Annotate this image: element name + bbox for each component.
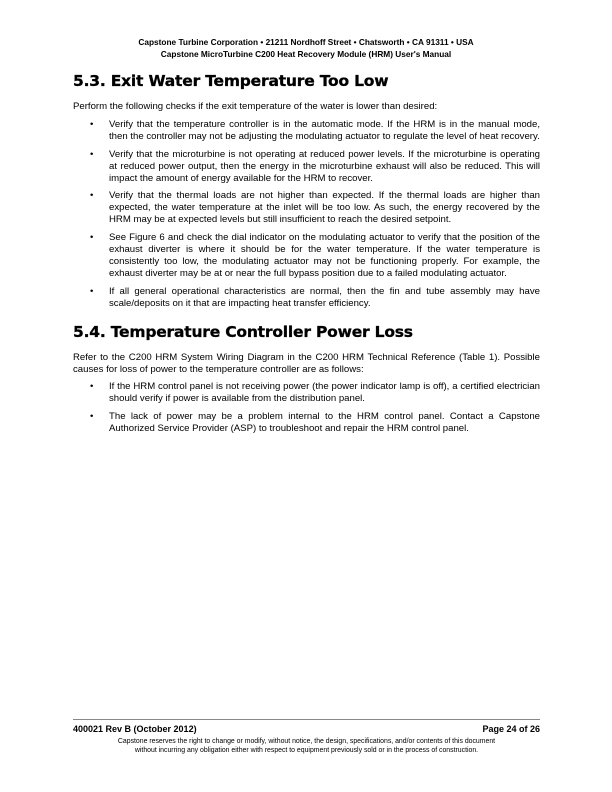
- list-item-text: See Figure 6 and check the dial indicator on the modulating actuator to verify that the position of the exhaust diverter is where it should be for the water temperature. If the water temperature is consistently too low, the modulating actuator may not be functioning properly. For example, the exhaust diverter may be at or near the full bypass position due to a failed modulating actuator.: [109, 232, 540, 279]
- header-company-line: Capstone Turbine Corporation • 21211 Nordhoff Street • Chatsworth • CA 91311 • USA: [138, 37, 474, 47]
- bullet-glyph: •: [90, 232, 94, 244]
- bullet-glyph: •: [90, 118, 94, 130]
- disclaimer-line: Capstone reserves the right to change or modify, without notice, the design, specifications, and/or contents of this document: [117, 738, 496, 745]
- list-item: [73, 381, 540, 405]
- section-5-3-bullet-list: [73, 119, 540, 310]
- bullet-glyph: •: [90, 148, 94, 160]
- bullet-glyph: •: [90, 381, 94, 393]
- list-item: [73, 232, 540, 280]
- list-item: [73, 286, 540, 310]
- bullet-glyph: •: [90, 285, 94, 297]
- list-item-text: The lack of power may be a problem internal to the HRM control panel. Contact a Capstone Authorized Service Provider (ASP) to troubleshoot and repair the HRM control panel.: [109, 411, 540, 435]
- page-header: [0, 37, 612, 60]
- list-item: [73, 411, 540, 435]
- page-content: [73, 72, 540, 435]
- list-item-text: If the HRM control panel is not receiving power (the power indicator lamp is off), a certified electrician should verify if power is available from the distribution panel.: [109, 381, 540, 405]
- list-item: [73, 149, 540, 185]
- section-5-3-intro: Perform the following checks if the exit temperature of the water is lower than desired:: [73, 101, 438, 112]
- header-manual-title: Capstone MicroTurbine C200 Heat Recovery Module (HRM) User's Manual: [160, 48, 452, 59]
- list-item-text: If all general operational characteristics are normal, then the fin and tube assembly may have scale/deposits on it that are impacting heat transfer efficiency.: [109, 285, 540, 309]
- section-5-4-intro: Refer to the C200 HRM System Wiring Diagram in the C200 HRM Technical Reference (Table 1). Possible causes for loss of power to the temperature controller are as follows:: [73, 351, 540, 375]
- section-5-4-title: 5.4. Temperature Controller Power Loss: [73, 322, 413, 341]
- footer-disclaimer: [73, 737, 540, 755]
- list-item-text: Verify that the temperature controller is in the automatic mode. If the HRM is in the manual mode, then the controller may not be adjusting the modulating actuator to regulate the level of heat recovery.: [109, 118, 540, 142]
- page-number: Page 24 of 26: [482, 724, 540, 734]
- list-item-text: Verify that the thermal loads are not higher than expected. If the thermal loads are higher than expected, the water temperature at the inlet will be too low. As such, the energy recovered by the HRM may be at expected levels but still insufficient to reach the desired setpoint.: [109, 190, 540, 226]
- bullet-glyph: •: [90, 411, 94, 423]
- document-revision: 400021 Rev B (October 2012): [73, 724, 197, 734]
- bullet-glyph: •: [90, 190, 94, 202]
- footer-row: [73, 724, 540, 735]
- section-5-3-title: 5.3. Exit Water Temperature Too Low: [73, 72, 389, 90]
- list-item-text: Verify that the microturbine is not operating at reduced power levels. If the microturbine is operating at reduced power output, then the energy in the microturbine exhaust will also be reduced. This will impact the amount of energy available for the HRM to recover.: [109, 148, 540, 184]
- list-item: [73, 119, 540, 143]
- page-footer: [73, 719, 540, 755]
- list-item: [73, 190, 540, 226]
- disclaimer-line: without incurring any obligation either with respect to equipment previously sold or in the process of construction.: [134, 747, 479, 754]
- section-5-4-bullet-list: [73, 381, 540, 435]
